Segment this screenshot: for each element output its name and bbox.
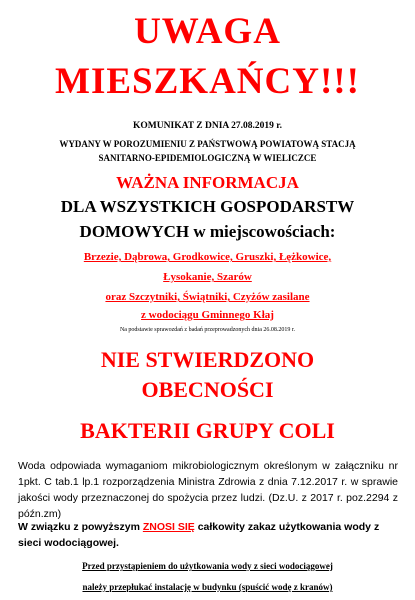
announcement-date: KOMUNIKAT Z DNIA 27.08.2019 r. xyxy=(133,121,282,131)
conclusion-paragraph xyxy=(18,519,398,551)
for-all-households-line: DLA WSZYSTKICH GOSPODARSTW xyxy=(60,197,355,216)
issued-line-1: WYDANY W POROZUMIENIU Z PAŃSTWOWĄ POWIATOWĄ STACJĄ xyxy=(59,139,356,149)
result-line-3: BAKTERII GRUPY COLI xyxy=(80,418,335,443)
important-info-heading: WAŻNA INFORMACJA xyxy=(116,173,299,192)
heading-residents: MIESZKAŃCY!!! xyxy=(55,61,360,102)
locations-line-2: Łysokanie, Szarów xyxy=(163,271,252,283)
locations-line-1: Brzezie, Dąbrowa, Grodkowice, Gruszki, Łężkowice, xyxy=(83,251,332,263)
advice-line-1: Przed przystąpieniem do użytkowania wody z sieci wodociągowej xyxy=(82,561,333,571)
basis-note: Na podstawie sprawozdań z badań przeprowadzonych dnia 26.08.2019 r. xyxy=(119,327,296,333)
issued-line-2: SANITARNO-EPIDEMIOLOGICZNĄ W WIELICZCE xyxy=(98,153,317,163)
regulation-paragraph: Woda odpowiada wymaganiom mikrobiologicznym określonym w załączniku nr 1pkt. C tab.1 lp.1 rozporządzenia Ministra Zdrowia z dnia 7.12.2017 r. w sprawie jakości wody przeznaczonej do spożycia przez ludzi. (Dz.U. z 2017 r. poz.2294 z późn.zm) xyxy=(18,460,398,520)
advice-line-2: należy przepłukać instalację w budynku (spuścić wodę z kranów) xyxy=(82,582,333,592)
locations-line-3: oraz Szczytniki, Świątniki, Czyżów zasilane xyxy=(105,291,310,303)
households-in-localities-line: DOMOWYCH w miejscowościach: xyxy=(79,222,336,241)
locations-line-4: z wodociągu Gminnego Kłaj xyxy=(141,309,274,321)
conclusion-highlight: ZNOSI SIĘ xyxy=(142,521,195,533)
heading-attention: UWAGA xyxy=(134,11,281,52)
result-line-2: OBECNOŚCI xyxy=(141,377,274,402)
result-line-1: NIE STWIERDZONO xyxy=(100,347,315,372)
conclusion-after: całkowity zakaz użytkowania wody z sieci wodociągowej. xyxy=(18,521,380,549)
conclusion-before: W związku z powyższym xyxy=(18,521,143,533)
